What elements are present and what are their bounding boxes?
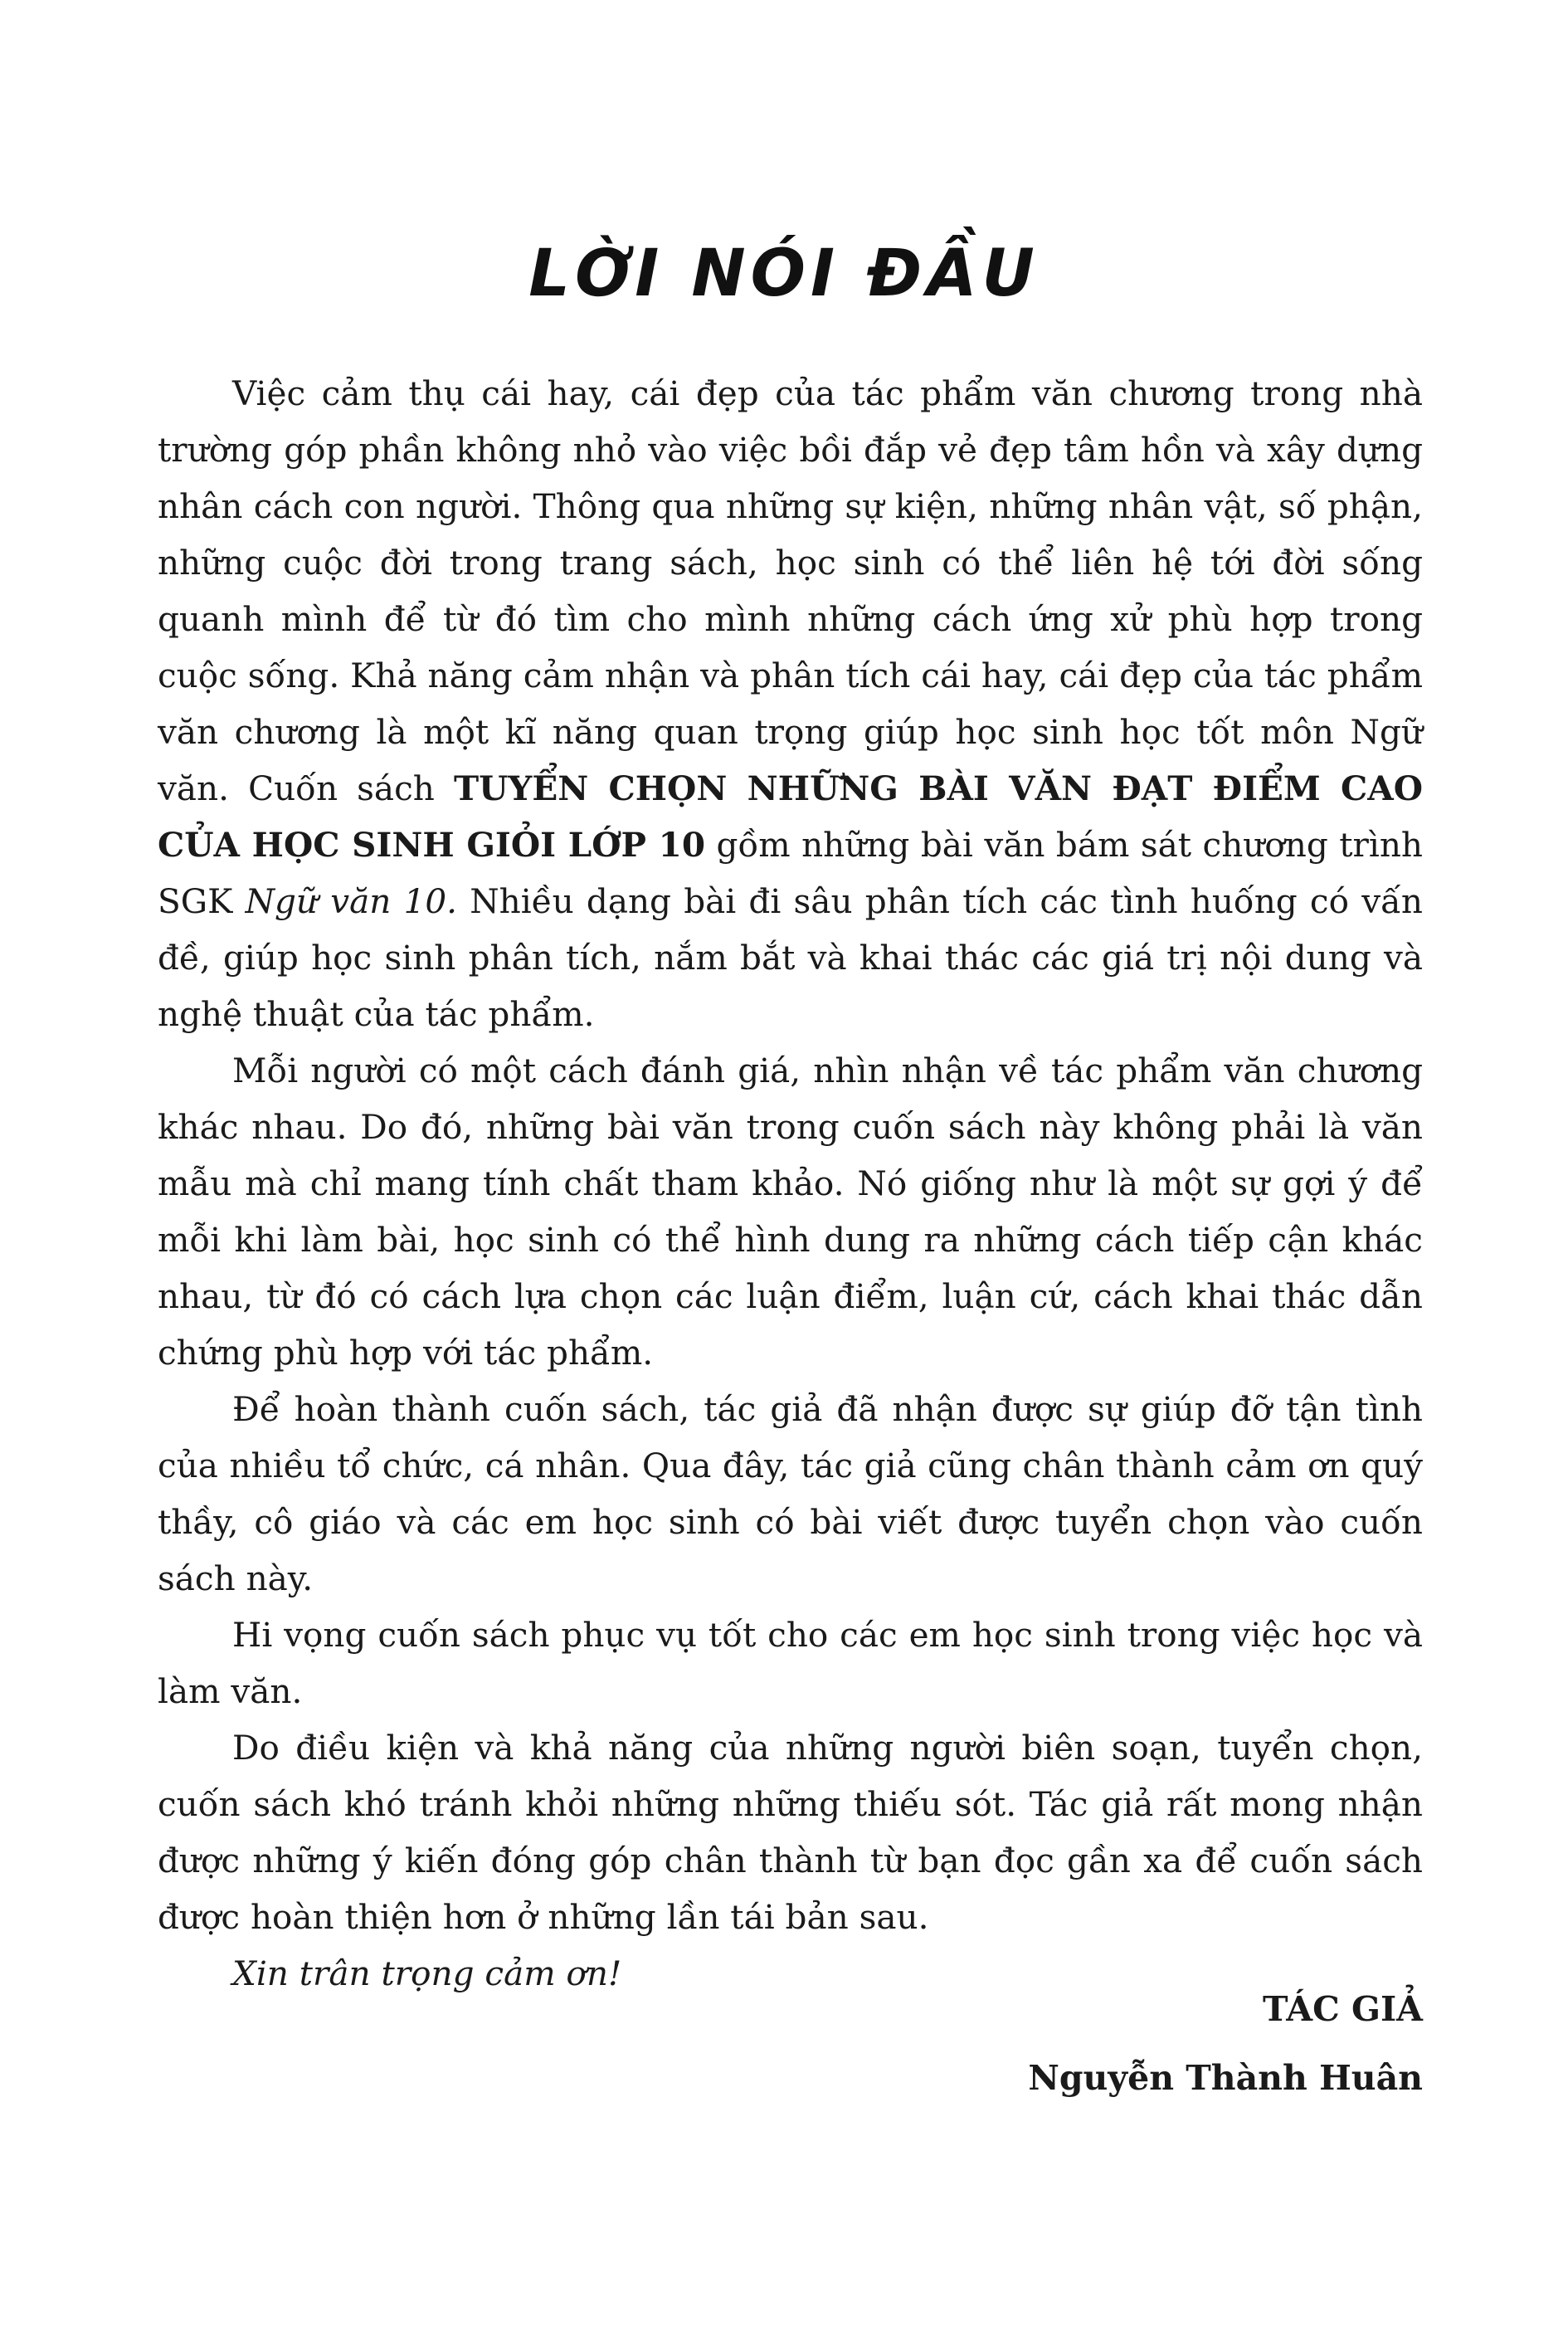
closing-thanks: Xin trân trọng cảm ơn! [232, 1953, 622, 1993]
book-title: TUYỂN CHỌN NHỮNG BÀI VĂN ĐẠT ĐIỂM CAO CỦA HỌC SINH GIỎI LỚP 10 [158, 768, 1423, 865]
author-name: Nguyễn Thành Huân [1028, 2058, 1423, 2098]
author-role: TÁC GIẢ [1263, 1989, 1423, 2029]
textbook-name: Ngữ văn 10. [245, 881, 457, 921]
signature-block [1028, 1975, 1423, 2113]
paragraph-1-text-b: gồm những bài văn bám sát chương trình SGK [158, 825, 1423, 921]
paragraph-5: Do điều kiện và khả năng của những người biên soạn, tuyển chọn, cuốn sách khó tránh khỏi những những thiếu sót. Tác giả rất mong nhận được những ý kiến đóng góp chân thành từ bạn đọc gần xa để cuốn sách được hoàn thiện hơn ở những lần tái bản sau. [158, 1728, 1423, 1937]
paragraph-1-text-c: Nhiều dạng bài đi sâu phân tích các tình huống có vấn đề, giúp học sinh phân tích, nắm bắt và khai thác các giá trị nội dung và nghệ thuật của tác phẩm. [158, 881, 1423, 1034]
paragraph-1-text-a: Việc cảm thụ cái hay, cái đẹp của tác phẩm văn chương trong nhà trường góp phần không nhỏ vào việc bồi đắp vẻ đẹp tâm hồn và xây dựng nhân cách con người. Thông qua những sự kiện, những nhân vật, số phận, những cuộc đời trong trang sách, học sinh có thể liên hệ tới đời sống quanh mình để từ đó tìm cho mình những cách ứng xử phù hợp trong cuộc sống. Khả năng cảm nhận và phân tích cái hay, cái đẹp của tác phẩm văn chương là một kĩ năng quan trọng giúp học sinh học tốt môn Ngữ văn. Cuốn sách [158, 373, 1423, 808]
paragraph-4: Hi vọng cuốn sách phục vụ tốt cho các em học sinh trong việc học và làm văn. [158, 1615, 1423, 1711]
body-text [158, 365, 1423, 2002]
page-title: LỜI NÓI ĐẦU [528, 237, 1040, 311]
paragraph-2: Mỗi người có một cách đánh giá, nhìn nhận về tác phẩm văn chương khác nhau. Do đó, những bài văn trong cuốn sách này không phải là văn mẫu mà chỉ mang tính chất tham khảo. Nó giống như là một sự gợi ý để mỗi khi làm bài, học sinh có thể hình dung ra những cách tiếp cận khác nhau, từ đó có cách lựa chọn các luận điểm, luận cứ, cách khai thác dẫn chứng phù hợp với tác phẩm. [158, 1051, 1423, 1373]
paragraph-3: Để hoàn thành cuốn sách, tác giả đã nhận được sự giúp đỡ tận tình của nhiều tổ chức, cá nhân. Qua đây, tác giả cũng chân thành cảm ơn quý thầy, cô giáo và các em học sinh có bài viết được tuyển chọn vào cuốn sách này. [158, 1389, 1423, 1598]
paragraph-1 [158, 365, 1423, 1042]
